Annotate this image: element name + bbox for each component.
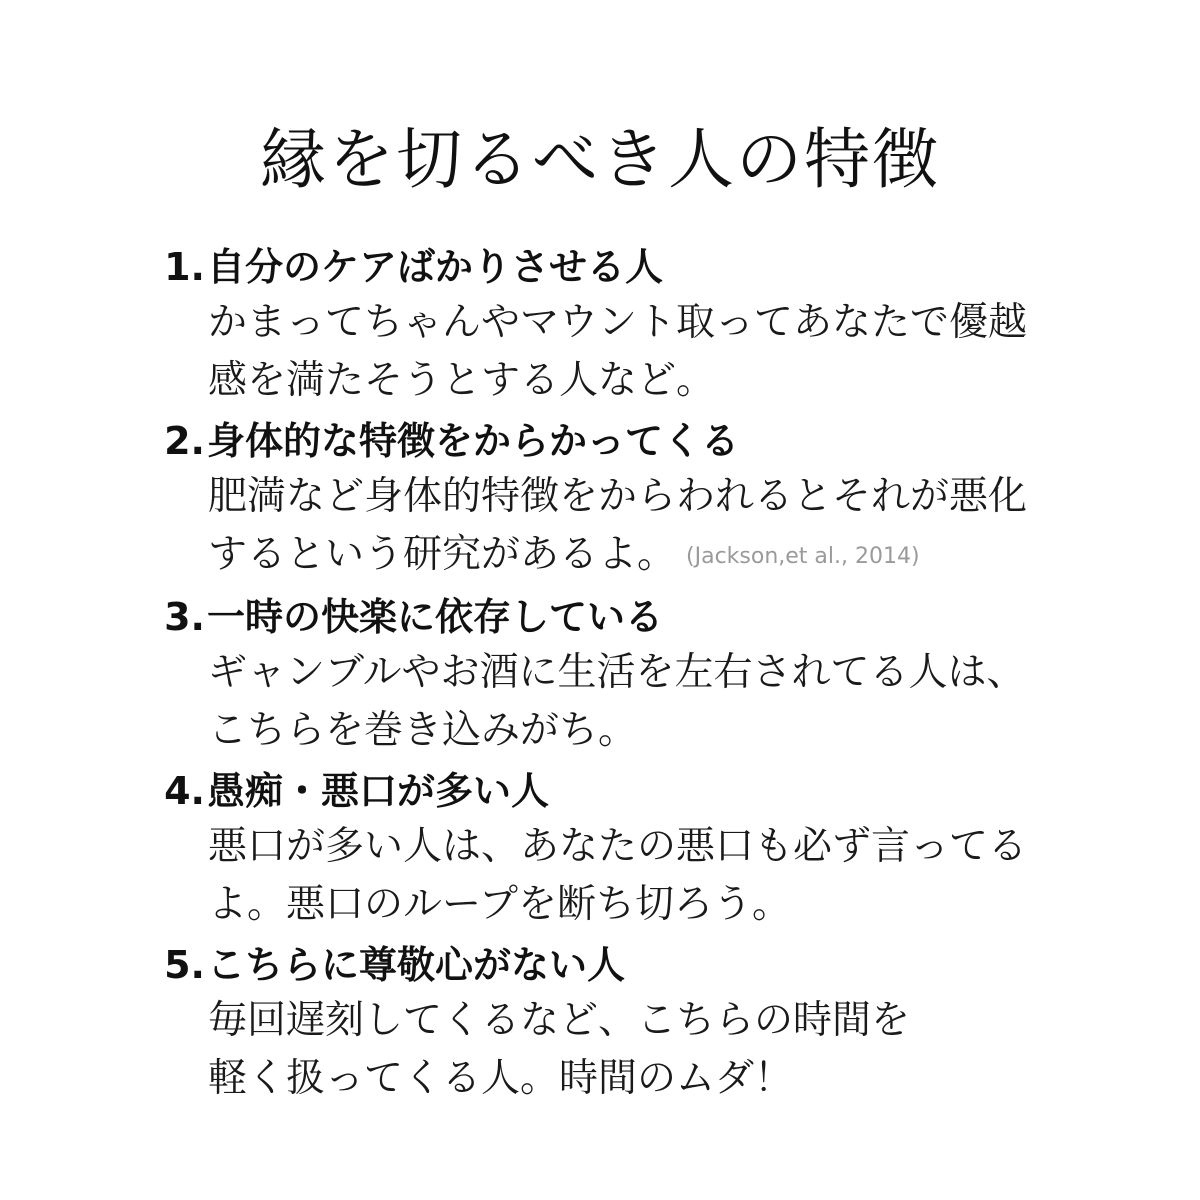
item-heading-row	[150, 586, 1130, 644]
list-item	[150, 760, 1130, 934]
item-heading-row	[150, 410, 1130, 468]
item-number: 1.	[164, 245, 205, 289]
item-description-line: 感を満たそうとする人など。	[208, 358, 716, 403]
item-number: 2.	[164, 419, 205, 463]
item-heading: 自分のケアばかりさせる人	[207, 245, 664, 289]
item-heading-row	[150, 760, 1130, 818]
item-description-line: よ。悪口のループを断ち切ろう。	[208, 881, 792, 927]
item-heading: 一時の快楽に依存している	[207, 594, 664, 639]
list-item	[150, 934, 1130, 1108]
item-heading-row	[150, 236, 1130, 294]
item-number: 3.	[164, 594, 205, 639]
item-number: 5.	[164, 942, 205, 987]
item-heading: 身体的な特徴をからかってくる	[207, 419, 740, 463]
item-heading: こちらに尊敬心がない人	[207, 942, 626, 987]
item-description-line: 軽く扱ってくる人。時間のムダ！	[208, 1055, 794, 1101]
page-title: 縁を切るべき人の特徴	[260, 121, 940, 198]
item-description-line: 肥満など身体的特徴をからわれるとそれが悪化	[208, 474, 1028, 519]
item-description-line: 毎回遅刻してくるなど、こちらの時間を	[208, 997, 911, 1043]
item-description-text: するという研究があるよ。	[208, 532, 677, 577]
item-number: 4.	[164, 768, 205, 813]
item-description-line	[208, 526, 1130, 586]
item-description-line: ギャンブルやお酒に生活を左右されてる人は、	[208, 649, 1026, 695]
citation: (Jackson,et al., 2014)	[686, 543, 920, 569]
item-heading-row	[150, 934, 1130, 992]
list-item	[150, 236, 1130, 410]
list-item	[150, 410, 1130, 586]
trait-list	[150, 236, 1130, 1108]
item-description-line: かまってちゃんやマウント取ってあなたで優越	[208, 300, 1028, 345]
list-item	[150, 586, 1130, 760]
item-description-line: こちらを巻き込みがち。	[208, 707, 638, 753]
item-description-line: 悪口が多い人は、あなたの悪口も必ず言ってる	[208, 823, 1028, 869]
item-heading: 愚痴・悪口が多い人	[207, 768, 550, 813]
